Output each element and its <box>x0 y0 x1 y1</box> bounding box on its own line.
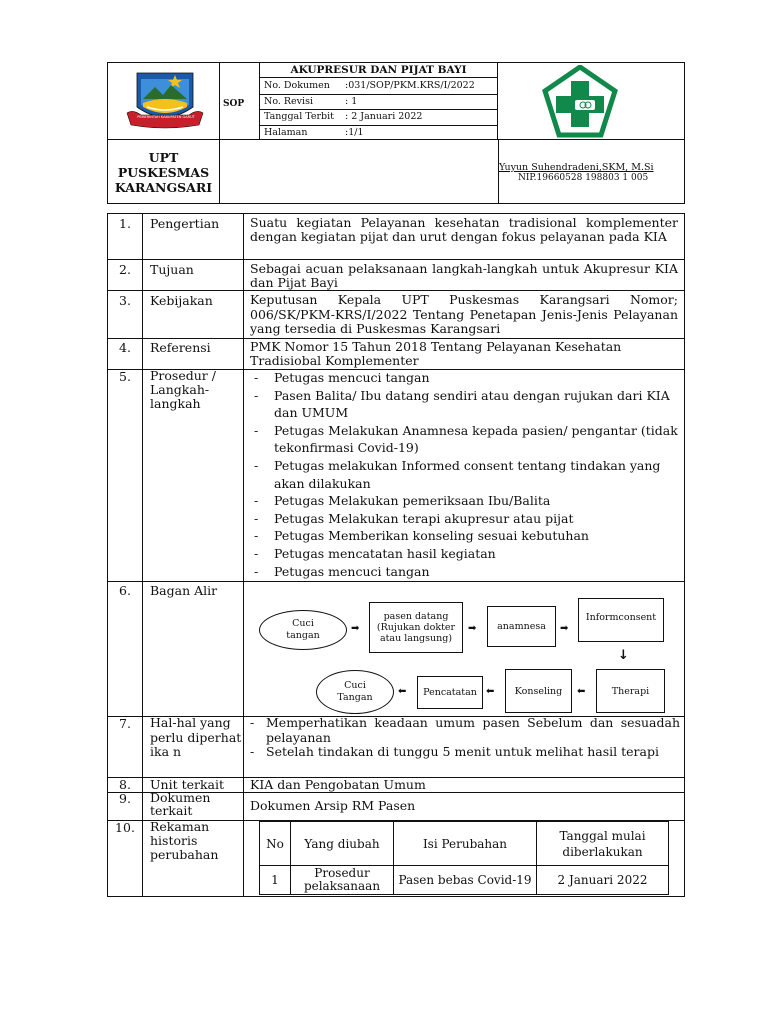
list-item-text: Petugas mencatatan hasil kegiatan <box>274 545 496 561</box>
row-label: Kebijakan <box>150 293 213 308</box>
flowchart <box>244 582 684 716</box>
table-cell: 2 Januari 2022 <box>537 866 669 895</box>
field-label: Tanggal Terbit <box>264 111 334 122</box>
list-item: - Petugas Melakukan pemeriksaan Ibu/Balita <box>254 493 551 509</box>
list-item-text: Setelah tindakan di tunggu 5 menit untuk melihat hasil terapi <box>266 744 659 759</box>
row-number: 1. <box>119 216 131 231</box>
row-content: Suatu kegiatan Pelayanan kesehatan tradisional komplementer dengan kegiatan pijat dan urut dengan fokus pelayanan pada KIA <box>250 215 678 244</box>
row-label: Prosedur / Langkah-langkah <box>150 368 216 411</box>
table-header-cell: Yang diubah <box>291 822 394 866</box>
row-content: Dokumen Arsip RM Pasen <box>250 798 416 813</box>
regency-logo-icon <box>125 65 205 135</box>
row-content: Sebagai acuan pelaksanaan langkah-langkah untuk Akupresur KIA dan Pijat Bayi <box>250 261 678 290</box>
table-cell: Pasen bebas Covid-19 <box>394 866 537 895</box>
row-number: 8. <box>119 777 131 792</box>
procedure-list <box>248 369 680 580</box>
notes-list <box>248 716 680 760</box>
row-label: Tujuan <box>150 262 194 277</box>
puskesmas-logo-icon <box>541 65 619 139</box>
field-row <box>260 109 498 126</box>
row-label: Rekaman historis perubahan <box>150 819 219 862</box>
list-item: - Petugas Memberikan konseling sesuai kebutuhan <box>254 528 589 544</box>
arrow-left-icon: ⬅ <box>398 686 407 697</box>
list-item: - Petugas mencuci tangan <box>254 370 430 385</box>
flow-cuci-tangan-end: Cuci Tangan <box>316 670 394 714</box>
arrow-right-icon: ➡ <box>468 623 477 634</box>
flow-konseling: Konseling <box>505 669 572 713</box>
list-item: - Pasen Balita/ Ibu datang sendiri atau dengan rujukan dari KIA dan UMUM <box>254 387 670 421</box>
history-table <box>259 821 669 895</box>
row-label: Dokumen terkait <box>150 790 211 818</box>
table-header-cell: No <box>260 822 291 866</box>
document-title: AKUPRESUR DAN PIJAT BAYI <box>290 64 467 76</box>
list-item: - Petugas mencuci tangan <box>254 563 430 579</box>
list-item-text: Petugas mencuci tangan <box>274 563 430 579</box>
row-number: 7. <box>119 716 131 731</box>
list-item-text: Petugas Melakukan Anamnesa kepada pasien/ pengantar (tidak tekonfirmasi Covid-19) <box>274 422 678 456</box>
table-header-cell: Isi Perubahan <box>394 822 537 866</box>
list-item-text: Petugas mencuci tangan <box>274 370 430 385</box>
list-item-text: Pasen Balita/ Ibu datang sendiri atau dengan rujukan dari KIA dan UMUM <box>274 387 670 421</box>
flow-pencatatan: Pencatatan <box>417 676 483 709</box>
row-number: 10. <box>115 820 135 835</box>
row-label: Pengertian <box>150 216 220 231</box>
field-value: :031/SOP/PKM.KRS/I/2022 <box>345 80 475 91</box>
document-header <box>107 62 685 204</box>
org-cell <box>107 139 220 204</box>
table-cell: 1 <box>260 866 291 895</box>
sop-table <box>107 213 685 897</box>
flow-anamnesa: anamnesa <box>487 606 556 647</box>
sop-label: SOP <box>223 99 245 109</box>
row-label: Bagan Alir <box>150 583 218 598</box>
list-item: - Petugas melakukan Informed consent tentang tindakan yang akan dilakukan <box>254 457 661 491</box>
arrow-down-icon: ↓ <box>618 648 629 663</box>
row-content: PMK Nomor 15 Tahun 2018 Tentang Pelayanan Kesehatan Tradisiobal Komplementer <box>250 339 622 368</box>
row-label: Hal-hal yang perlu diperhatika n <box>150 715 242 759</box>
field-row <box>260 125 498 140</box>
field-label: No. Dokumen <box>264 80 330 91</box>
field-value: : 1 <box>345 96 358 107</box>
arrow-right-icon: ➡ <box>560 623 569 634</box>
logo-ribbon-text: PEMERINTAH KABUPATEN GARUT <box>137 115 195 119</box>
signer-cell <box>498 139 685 204</box>
list-item: - Memperhatikan keadaan umum pasen Sebelum dan sesuadah pelayanan <box>250 715 680 745</box>
field-label: Halaman <box>264 127 308 138</box>
list-item-text: Petugas Memberikan konseling sesuai kebutuhan <box>274 528 589 544</box>
row-label: Referensi <box>150 340 211 355</box>
table-row <box>260 866 669 895</box>
field-value: : 2 Januari 2022 <box>345 111 423 122</box>
row-number: 6. <box>119 583 131 598</box>
list-item: - Petugas Melakukan terapi akupresur atau pijat <box>254 510 574 526</box>
row-content: KIA dan Pengobatan Umum <box>250 777 426 792</box>
row-number: 4. <box>119 340 131 355</box>
field-row <box>260 78 498 95</box>
org-line-1: UPT <box>148 150 179 165</box>
row-content: Keputusan Kepala UPT Puskesmas Karangsari Nomor; 006/SK/PKM-KRS/I/2022 Tentang Penetapan Jenis-Jenis Pelayanan yang tersedia di Puskesmas Karangsari <box>250 292 678 336</box>
puskesmas-logo-cell <box>497 62 685 140</box>
list-item-text: Petugas Melakukan pemeriksaan Ibu/Balita <box>274 493 551 509</box>
list-item-text: Petugas melakukan Informed consent tentang tindakan yang akan dilakukan <box>274 457 661 491</box>
list-item-text: Petugas Melakukan terapi akupresur atau pijat <box>274 510 574 526</box>
list-item: - Setelah tindakan di tunggu 5 menit untuk melihat hasil terapi <box>248 745 680 760</box>
flow-cuci-tangan-start: Cuci tangan <box>259 610 347 650</box>
list-item: - Petugas Melakukan Anamnesa kepada pasien/ pengantar (tidak tekonfirmasi Covid-19) <box>254 422 678 456</box>
org-line-2: PUSKESMAS <box>117 165 210 180</box>
regency-logo-cell <box>107 62 220 140</box>
list-item: - Petugas mencatatan hasil kegiatan <box>254 545 496 561</box>
org-line-3: KARANGSARI <box>114 180 213 195</box>
signer-name: Yuyun Suhendradeni,SKM, M.Si <box>499 162 654 173</box>
arrow-left-icon: ⬅ <box>486 686 495 697</box>
arrow-left-icon: ⬅ <box>577 686 586 697</box>
table-header-cell: Tanggal mulai diberlakukan <box>537 822 669 866</box>
row-number: 5. <box>119 369 131 384</box>
row-number: 3. <box>119 293 131 308</box>
flow-therapi: Therapi <box>596 669 665 713</box>
field-value: :1/1 <box>345 127 364 138</box>
blank-cell <box>219 139 499 204</box>
table-cell: Prosedur pelaksanaan <box>291 866 394 895</box>
flow-pasen-datang: pasen datang (Rujukan dokter atau langsung) <box>369 602 463 653</box>
field-label: No. Revisi <box>264 96 313 107</box>
signer-nip: NIP.19660528 198803 1 005 <box>518 173 649 183</box>
sop-label-cell <box>219 62 260 140</box>
table-header-row <box>260 822 669 866</box>
fields-box <box>260 77 498 142</box>
flow-informconsent: Informconsent <box>578 598 664 642</box>
row-label: Unit terkait <box>150 777 225 792</box>
field-row <box>260 94 498 110</box>
arrow-right-icon: ➡ <box>351 623 360 634</box>
list-item-text: Memperhatikan keadaan umum pasen Sebelum dan sesuadah pelayanan <box>266 715 680 745</box>
row-number: 9. <box>119 791 131 806</box>
row-number: 2. <box>119 262 131 277</box>
